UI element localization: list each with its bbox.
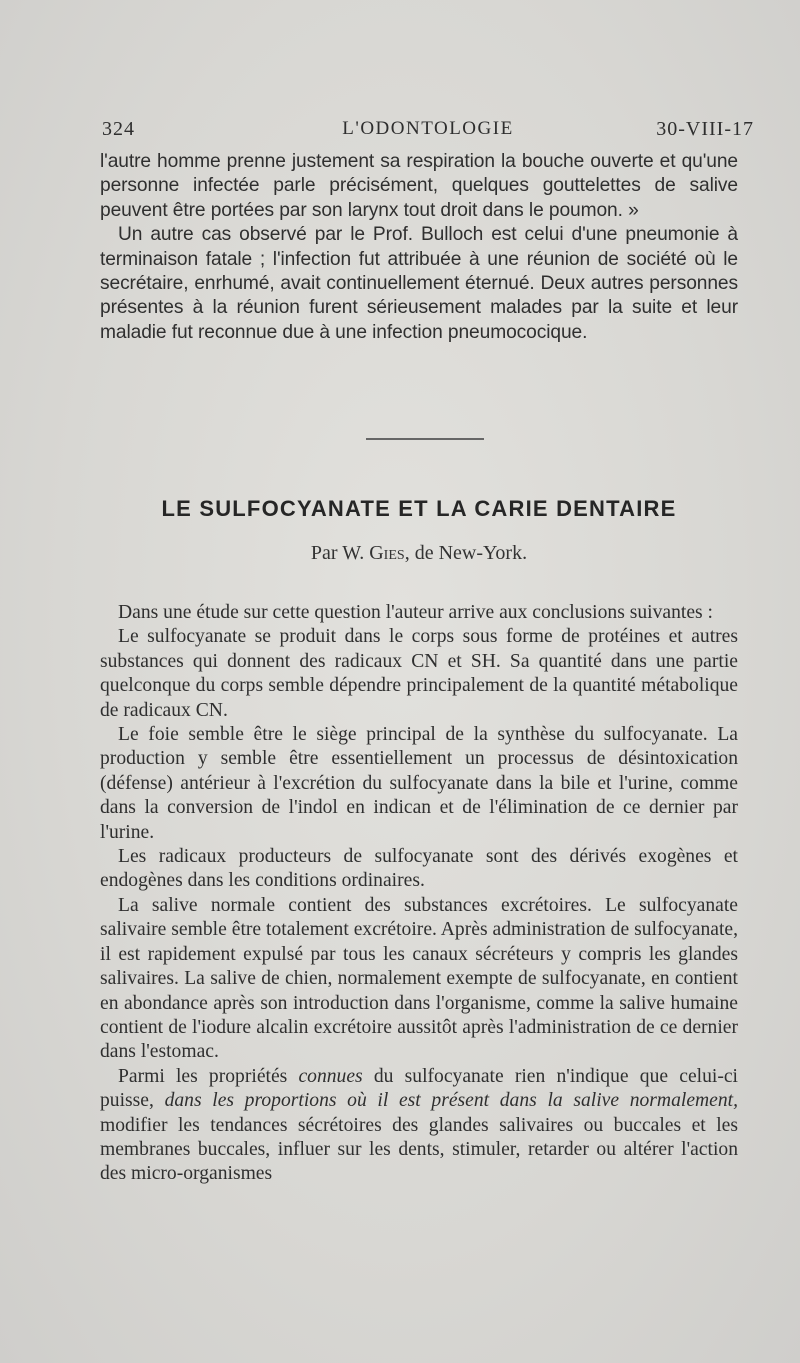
continued-text [100,150,738,345]
article-title: LE SULFOCYANATE ET LA CARIE DENTAIRE [161,496,677,521]
italic-run: connues [298,1065,363,1087]
page-number: 324 [102,118,135,140]
section-divider [366,438,484,440]
text-run: Parmi les propriétés [118,1065,299,1087]
article-body [100,601,738,1187]
text-run: modifier les tendances sécrétoires des glandes salivaires ou buccales et les membranes buccales, influer sur les dents, stimuler, retarder ou altérer l'action des micro-organismes [100,1114,738,1185]
byline-prefix: Par W. [310,542,370,564]
paragraph: La salive normale contient des substances excrétoires. Le sulfocyanate salivaire semble être totalement excrétoire. Après administration de sulfocyanate, il est rapidement expulsé par tous les canaux sécréteurs y compris les glandes salivaires. La salive de chien, normalement exempte de sulfocyanate, en contient en abondance après son introduction dans l'organisme, comme la salive humaine contient de l'iodure alcalin excrétoire aussitôt après l'administration de ce dernier dans l'estomac. [100,894,738,1063]
byline-suffix: , de New-York. [404,542,528,564]
paragraph: Le foie semble être le siège principal de la synthèse du sulfocyanate. La production y semble être essentiellement un processus de désintoxication (défense) antérieur à l'excrétion du sulfocyanate dans la bile et l'urine, comme dans la conversion de l'indol en indican et de l'élimination de ce dernier par l'urine. [100,724,738,843]
issue-date: 30-VIII-17 [656,118,754,140]
paragraph: Les radicaux producteurs de sulfocyanate sont des dérivés exogènes et endogènes dans les conditions ordinaires. [100,846,738,892]
paragraph [100,1065,738,1187]
journal-title: L'ODONTOLOGIE [342,118,514,139]
article-byline [100,542,738,565]
paragraph: Le sulfocyanate se produit dans le corps sous forme de protéines et autres substances qui donnent des radicaux CN et SH. Sa quantité dans une partie quelconque du corps semble dépendre principalement de la quantité métabolique de radicaux CN. [100,626,738,721]
paragraph: l'autre homme prenne justement sa respiration la bouche ouverte et qu'une personne infectée parle précisément, quelques gouttelettes de salive peuvent être portées par son larynx tout droit dans le poumon. » [100,151,738,221]
text-run: du sulfocyanate rien n'indique que celui-ci puisse, [100,1065,738,1112]
paragraph: Dans une étude sur cette question l'auteur arrive aux conclusions suivantes : [118,602,713,623]
italic-run: dans les proportions où il est présent dans la salive normalement, [164,1090,739,1112]
paragraph: Un autre cas observé par le Prof. Bulloch est celui d'une pneumonie à terminaison fatale ; l'infection fut attribuée à une réunion de société où le secrétaire, enrhumé, avait continuellement éternué. Deux autres personnes présentes à la réunion furent sérieusement malades par la suite et leur maladie fut reconnue due à une infection pneumococique. [100,224,738,343]
byline-author: Gies [369,542,405,564]
running-header [102,118,754,148]
